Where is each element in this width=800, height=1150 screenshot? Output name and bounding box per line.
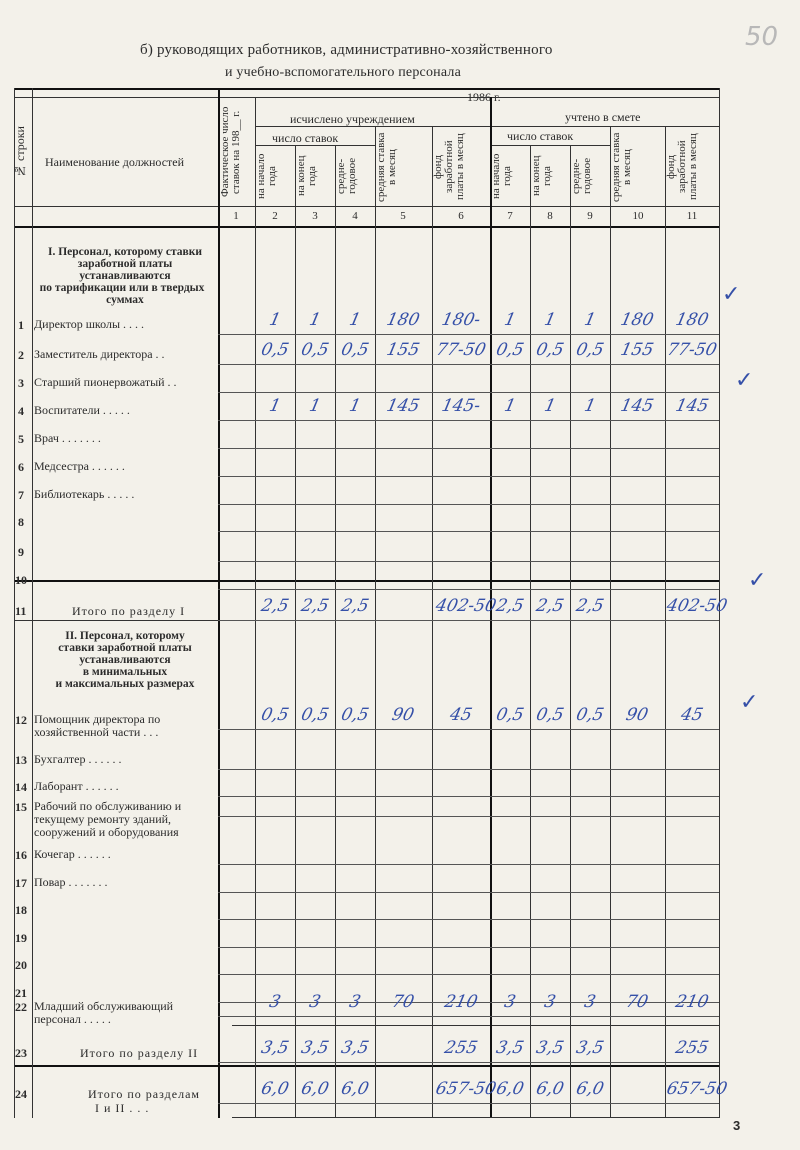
row-name: Старший пионервожатый . . [34, 375, 177, 389]
cell-value: 155 [384, 340, 422, 360]
section-title-line: в минимальных [82, 666, 168, 678]
cell-value: 1 [307, 310, 323, 330]
row-name: Врач . . . . . . . [34, 431, 101, 445]
row-number: 5 [18, 432, 24, 446]
row-name: Медсестра . . . . . . [34, 459, 125, 473]
cell-value: 3,5 [299, 1038, 331, 1058]
row-rule [218, 796, 719, 797]
cell-value: 180 [673, 310, 711, 330]
row-rule [218, 1016, 719, 1017]
row-rule [218, 334, 719, 335]
row-number: 11 [15, 604, 27, 618]
cell-value: 6,0 [534, 1079, 566, 1099]
cell-value: 180 [384, 310, 422, 330]
header-avg-year-2: средне-годовое [570, 157, 593, 195]
cell-value: 1 [267, 396, 283, 416]
cell-value: 657-50 [664, 1079, 729, 1099]
row-number: 10 [15, 573, 27, 587]
row-rule [218, 769, 719, 770]
row-number: 13 [15, 753, 27, 767]
row-rule [218, 864, 719, 865]
col-number: 11 [686, 210, 698, 222]
section-title-line: и максимальных размерах [55, 678, 195, 690]
cell-value: 0,5 [339, 705, 371, 725]
row-rule [218, 974, 719, 975]
cell-value: 2,5 [299, 596, 331, 616]
row-rule [218, 1103, 719, 1104]
row-rule [218, 892, 719, 893]
cell-value: 3 [582, 992, 598, 1012]
title-line-1: б) руководящих работников, административно-хозяйственного [140, 42, 553, 58]
header-start-year-2: на начало года [490, 153, 513, 199]
cell-value: 77-50 [665, 340, 719, 360]
row-name: Воспитатели . . . . . [34, 403, 130, 417]
row-number: 6 [18, 460, 24, 474]
header-actual: Фактическое число ставок на 198__ г. [219, 106, 242, 198]
header-avg-year: средне-годовое [335, 157, 358, 195]
year-label: 1986 г. [467, 90, 501, 104]
row-rule [218, 531, 719, 532]
row-rule [218, 420, 719, 421]
cell-value: 3 [347, 992, 363, 1012]
row-rule [218, 620, 719, 621]
cell-value: 6,0 [574, 1079, 606, 1099]
header-estimate: учтено в смете [565, 110, 641, 124]
cell-value: 145 [673, 396, 711, 416]
col-number: 4 [352, 210, 358, 222]
section-title-line: по тарификации или в твердых [39, 282, 205, 294]
section-1-title [34, 246, 216, 306]
row-number: 18 [15, 903, 27, 917]
cell-value: 1 [582, 396, 598, 416]
row-rule [218, 947, 719, 948]
section-1-total-label: Итого по разделу I [72, 604, 186, 618]
row-number: 22 [15, 1000, 27, 1014]
col-number: 3 [312, 210, 318, 222]
check-mark-icon: ✓ [740, 690, 759, 715]
row-number: 12 [15, 713, 27, 727]
col-number: 2 [272, 210, 278, 222]
page-mark: 50 [745, 22, 779, 52]
cell-value: 0,5 [494, 705, 526, 725]
title-line-2: и учебно-вспомогательного персонала [225, 65, 461, 80]
row-number: 2 [18, 348, 24, 362]
cell-value: 0,5 [534, 705, 566, 725]
cell-value: 6,0 [339, 1079, 371, 1099]
cell-value: 0,5 [494, 340, 526, 360]
cell-value: 1 [542, 396, 558, 416]
page-number: 3 [733, 1118, 741, 1133]
row-number: 21 [15, 986, 27, 1000]
header-start-year: на начало года [255, 153, 278, 199]
cell-value: 3,5 [534, 1038, 566, 1058]
cell-value: 402-50 [664, 596, 729, 616]
row-name: Помощник директора по хозяйственной части . . . [34, 712, 161, 739]
cell-value: 145 [618, 396, 656, 416]
row-name: Библиотекарь . . . . . [34, 487, 135, 501]
cell-value: 0,5 [534, 340, 566, 360]
cell-value: 0,5 [339, 340, 371, 360]
cell-value: 3 [267, 992, 283, 1012]
cell-value: 1 [347, 396, 363, 416]
col-number: 6 [458, 210, 464, 222]
cell-value: 70 [624, 992, 650, 1012]
row-number: 24 [15, 1087, 27, 1101]
row-name: Бухгалтер . . . . . . [34, 752, 122, 766]
row-name: Кочегар . . . . . . [34, 847, 111, 861]
cell-value: 145 [384, 396, 422, 416]
cell-value: 90 [624, 705, 650, 725]
cell-value: 3,5 [574, 1038, 606, 1058]
check-mark-icon: ✓ [735, 368, 754, 393]
section-2-title [34, 630, 216, 690]
cell-value: 1 [267, 310, 283, 330]
col-number: 8 [547, 210, 553, 222]
section-title-line: II. Персонал, которому [65, 630, 185, 642]
cell-value: 2,5 [259, 596, 291, 616]
cell-value: 0,5 [259, 340, 291, 360]
cell-value: 3 [542, 992, 558, 1012]
cell-value: 77-50 [434, 340, 488, 360]
header-end-year: на конец года [295, 155, 318, 197]
row-name: Лаборант . . . . . . [34, 779, 119, 793]
section-title-line: суммах [106, 294, 144, 306]
section-title-line: устанавливаются [79, 270, 171, 282]
cell-value: 2,5 [574, 596, 606, 616]
cell-value: 2,5 [339, 596, 371, 616]
row-number: 8 [18, 515, 24, 529]
cell-value: 2,5 [534, 596, 566, 616]
row-rule [218, 504, 719, 505]
cell-value: 657-50 [433, 1079, 498, 1099]
cell-value: 1 [347, 310, 363, 330]
cell-value: 155 [618, 340, 656, 360]
col-number: 10 [632, 210, 644, 222]
row-number: 7 [18, 488, 24, 502]
section-title-line: ставки заработной платы [58, 642, 192, 654]
header-rates-inst: число ставок [272, 131, 339, 145]
header-avg-rate-2: средняя ставка в месяц [610, 132, 633, 202]
row-number: 9 [18, 545, 24, 559]
cell-value: 3 [307, 992, 323, 1012]
cell-value: 210 [442, 992, 480, 1012]
row-number: 3 [18, 376, 24, 390]
cell-value: 180 [618, 310, 656, 330]
check-mark-icon: ✓ [748, 568, 767, 593]
cell-value: 6,0 [299, 1079, 331, 1099]
header-rates-est: число ставок [507, 129, 574, 143]
row-name: Младший обслуживающий персонал . . . . . [34, 999, 174, 1026]
row-rule [218, 448, 719, 449]
cell-value: 255 [442, 1038, 480, 1058]
row-rule [218, 392, 719, 393]
col-number: 9 [587, 210, 593, 222]
cell-value: 1 [307, 396, 323, 416]
cell-value: 0,5 [299, 705, 331, 725]
cell-value: 0,5 [574, 705, 606, 725]
cell-value: 1 [502, 310, 518, 330]
header-row-no: № строки [13, 126, 27, 178]
row-number: 16 [15, 848, 27, 862]
cell-value: 0,5 [299, 340, 331, 360]
row-number: 4 [18, 404, 24, 418]
col-number: 1 [233, 210, 239, 222]
row-name: Повар . . . . . . . [34, 875, 108, 889]
row-rule [218, 1062, 719, 1063]
cell-value: 3,5 [339, 1038, 371, 1058]
header-avg-rate: средняя ставка в месяц [375, 132, 398, 202]
col-number: 7 [507, 210, 513, 222]
section-2-total-label: Итого по разделу II [80, 1046, 199, 1060]
row-rule [218, 729, 719, 730]
header-name: Наименование должностей [45, 155, 185, 169]
grand-total-label-1: Итого по разделам [88, 1087, 200, 1101]
row-name: Рабочий по обслуживанию и текущему ремонту зданий, сооружений и оборудования [34, 799, 182, 839]
header-institution: исчислено учреждением [290, 112, 415, 126]
row-number: 23 [15, 1046, 27, 1060]
cell-value: 3,5 [259, 1038, 291, 1058]
row-number: 1 [18, 318, 24, 332]
cell-value: 3 [502, 992, 518, 1012]
cell-value: 45 [448, 705, 474, 725]
grand-total-label-2: I и II . . . [95, 1101, 150, 1115]
cell-value: 0,5 [574, 340, 606, 360]
header-fund-2: фонд заработной платы в месяц [665, 133, 699, 201]
row-rule [218, 919, 719, 920]
cell-value: 180- [439, 310, 483, 330]
cell-value: 70 [390, 992, 416, 1012]
cell-value: 1 [582, 310, 598, 330]
row-rule [218, 589, 719, 590]
cell-value: 1 [502, 396, 518, 416]
header-end-year-2: на конец года [530, 155, 553, 197]
cell-value: 1 [542, 310, 558, 330]
col-number: 5 [400, 210, 406, 222]
check-mark-icon: ✓ [722, 282, 741, 307]
cell-value: 45 [679, 705, 705, 725]
row-number: 19 [15, 931, 27, 945]
cell-value: 2,5 [494, 596, 526, 616]
cell-value: 3,5 [494, 1038, 526, 1058]
row-rule [218, 816, 719, 817]
row-name: Заместитель директора . . [34, 347, 165, 361]
section-title-line: заработной платы [77, 258, 173, 270]
cell-value: 6,0 [494, 1079, 526, 1099]
row-number: 20 [15, 958, 27, 972]
cell-value: 145- [439, 396, 483, 416]
row-name: Директор школы . . . . [34, 317, 145, 331]
cell-value: 210 [673, 992, 711, 1012]
header-fund: фонд заработной платы в месяц [432, 133, 466, 201]
cell-value: 402-50 [433, 596, 498, 616]
cell-value: 0,5 [259, 705, 291, 725]
cell-value: 90 [390, 705, 416, 725]
row-number: 15 [15, 800, 27, 814]
cell-value: 255 [673, 1038, 711, 1058]
row-rule [218, 476, 719, 477]
row-rule [218, 561, 719, 562]
row-rule [218, 364, 719, 365]
row-number: 17 [15, 876, 27, 890]
row-number: 14 [15, 780, 27, 794]
cell-value: 6,0 [259, 1079, 291, 1099]
section-title-line: I. Персонал, которому ставки [47, 246, 202, 258]
section-title-line: устанавливаются [79, 654, 171, 666]
